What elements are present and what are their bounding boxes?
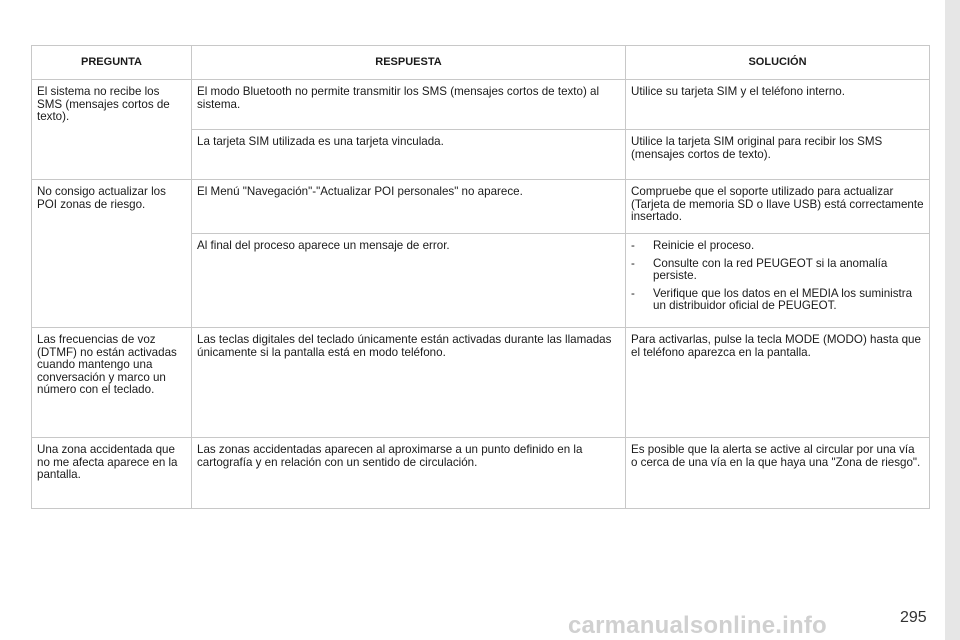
solution-step: - Reinicie el proceso. bbox=[631, 240, 924, 253]
solution-steps-list bbox=[631, 240, 924, 313]
answer-cell: La tarjeta SIM utilizada es una tarjeta vinculada. bbox=[192, 130, 626, 180]
solution-cell: Para activarlas, pulse la tecla MODE (MODO) hasta que el teléfono aparezca en la pantalla. bbox=[626, 328, 930, 438]
question-cell: No consigo actualizar los POI zonas de riesgo. bbox=[32, 180, 192, 328]
page-number: 295 bbox=[900, 609, 927, 626]
solution-cell: Utilice su tarjeta SIM y el teléfono interno. bbox=[626, 80, 930, 130]
table-row bbox=[32, 328, 930, 438]
header-solution: SOLUCIÓN bbox=[626, 46, 930, 80]
answer-cell: Al final del proceso aparece un mensaje de error. bbox=[192, 234, 626, 328]
table-header-row bbox=[32, 46, 930, 80]
answer-cell: Las zonas accidentadas aparecen al aproximarse a un punto definido en la cartografía y en relación con un sentido de circulación. bbox=[192, 438, 626, 509]
question-cell: El sistema no recibe los SMS (mensajes cortos de texto). bbox=[32, 80, 192, 180]
question-cell: Las frecuencias de voz (DTMF) no están activadas cuando mantengo una conversación y marco un número con el teclado. bbox=[32, 328, 192, 438]
solution-step: - Consulte con la red PEUGEOT si la anomalía persiste. bbox=[631, 258, 924, 283]
solution-cell: Es posible que la alerta se active al circular por una vía o cerca de una vía en la que haya una "Zona de riesgo". bbox=[626, 438, 930, 509]
solution-cell: Compruebe que el soporte utilizado para actualizar (Tarjeta de memoria SD o llave USB) está correctamente insertado. bbox=[626, 180, 930, 234]
answer-cell: El modo Bluetooth no permite transmitir los SMS (mensajes cortos de texto) al sistema. bbox=[192, 80, 626, 130]
question-cell: Una zona accidentada que no me afecta aparece en la pantalla. bbox=[32, 438, 192, 509]
solution-cell bbox=[626, 234, 930, 328]
table-row bbox=[32, 180, 930, 234]
faq-table bbox=[31, 45, 930, 509]
solution-step: - Verifique que los datos en el MEDIA los suministra un distribuidor oficial de PEUGEOT. bbox=[631, 288, 924, 313]
header-question: PREGUNTA bbox=[32, 46, 192, 80]
table-row bbox=[32, 438, 930, 509]
table-row bbox=[32, 80, 930, 130]
watermark-text: carmanualsonline.info bbox=[568, 612, 827, 639]
answer-cell: El Menú "Navegación"-"Actualizar POI personales" no aparece. bbox=[192, 180, 626, 234]
right-margin-bar bbox=[945, 0, 960, 640]
header-answer: RESPUESTA bbox=[192, 46, 626, 80]
solution-cell: Utilice la tarjeta SIM original para recibir los SMS (mensajes cortos de texto). bbox=[626, 130, 930, 180]
answer-cell: Las teclas digitales del teclado únicamente están activadas durante las llamadas únicamente si la pantalla está en modo teléfono. bbox=[192, 328, 626, 438]
